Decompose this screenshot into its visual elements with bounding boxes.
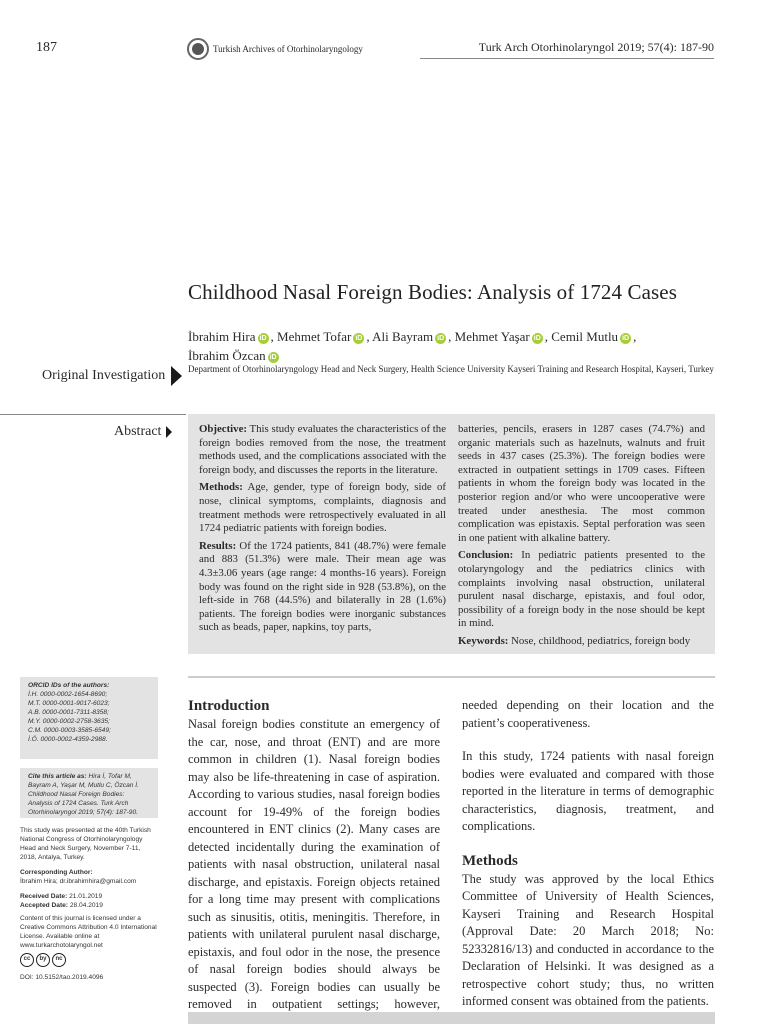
orcid-icon[interactable]: iD <box>269 353 277 361</box>
abstract-column-left <box>199 423 446 654</box>
header-rule <box>420 58 714 59</box>
orcid-id[interactable]: C.M. 0000-0003-3585-6549; <box>28 727 111 734</box>
journal-logo-icon <box>187 38 209 60</box>
abstract-box <box>188 414 715 654</box>
methods-heading: Methods <box>462 852 518 869</box>
triangle-arrow-icon <box>166 426 172 438</box>
article-notes <box>20 826 158 988</box>
table-header-bar <box>188 1012 715 1024</box>
orcid-id[interactable]: M.Y. 0000-0002-2758-3635; <box>28 718 110 725</box>
abstract-column-right <box>458 423 705 654</box>
orcid-title: ORCID IDs of the authors: <box>28 682 110 689</box>
abstract-methods: Methods: Age, gender, type of foreign body, side of nose, clinical symptoms, complaints, diagnosis and treatment methods were retrospectively evaluated in all 1724 pediatric patients with foreign bodies. <box>199 481 446 535</box>
triangle-arrow-icon <box>171 366 182 386</box>
abstract-results: Results: Of the 1724 patients, 841 (48.7%) were female and 883 (51.3%) were male. Their mean age was 4.3±3.06 years (age range: 4 months-16 years). Foreign body was found on the right side in 928 (53.8%), on the left-side in 768 (44.5%) and bilaterally in 28 (1.6%) patients. The foreign bodies were inorganic substances such as beads, paper, napkins, toy parts, <box>199 539 446 634</box>
author-name[interactable]: İbrahim Özcan <box>188 348 266 363</box>
orcid-icon[interactable]: iD <box>622 334 630 342</box>
orcid-icon[interactable]: iD <box>437 334 445 342</box>
abstract-keywords: Keywords: Nose, childhood, pediatrics, foreign body <box>458 634 691 647</box>
article-title: Childhood Nasal Foreign Bodies: Analysis of 1724 Cases <box>188 280 677 304</box>
abstract-rule <box>0 414 186 415</box>
orcid-id[interactable]: A.B. 0000-0001-7311-8358; <box>28 709 109 716</box>
journal-logo-text: Turkish Archives of Otorhinolaryngology <box>213 44 363 54</box>
orcid-box <box>20 677 158 759</box>
introduction-heading: Introduction <box>188 698 270 714</box>
orcid-icon[interactable]: iD <box>533 334 541 342</box>
corresponding-email[interactable]: İbrahim Hira; dr.ibrahimhira@gmail.com <box>20 878 137 885</box>
body-column-right <box>462 697 714 1024</box>
license-text: Content of this journal is licensed under a Creative Commons Attribution 4.0 International License. Available online at www.turkarchotolaryngol.net <box>20 915 157 949</box>
orcid-icon[interactable]: iD <box>355 334 363 342</box>
author-name[interactable]: Mehmet Tofar <box>277 329 352 344</box>
article-type <box>42 366 182 386</box>
dates: Received Date: 21.01.2019 Accepted Date: 28.04.2019 <box>20 893 103 909</box>
body-rule <box>188 676 715 678</box>
cc-nc-icon: nc <box>52 953 66 967</box>
author-affiliation: Department of Otorhinolaryngology Head and Neck Surgery, Health Science University Kayseri Training and Research Hospital, Kayseri, Turkey <box>188 364 714 374</box>
orcid-id[interactable]: İ.H. 0000-0002-1654-8690; <box>28 691 108 698</box>
orcid-id[interactable]: M.T. 0000-0001-9017-6023; <box>28 700 110 707</box>
orcid-icon[interactable]: iD <box>259 334 267 342</box>
presented-note: This study was presented at the 40th Turkish National Congress of Otorhinolaryngology Head and Neck Surgery, November 7-11, 2018, Antalya, Turkey. <box>20 827 151 861</box>
introduction-paragraph: Nasal foreign bodies constitute an emergency of the car, nose, and throat (ENT) and are more common in children (1). Nasal foreign bodies may also be life-threatening in case of aspiration. According to various studies, nasal foreign bodies account for 19-49% of the foreign bodies encountered in ENT clinics (2). Many cases are detected incidentally during the examination of patients with nasal obstruction, unilateral nasal discharge, and epistaxis. Foreign objects retained for a long time may present with complications such as sinusitis, otitis, meningitis. Therefore, in patients with unilateral purulent nasal discharge, epistaxis, and foul odor in the nose, the presence of nasal foreign bodies should always be suspected (3). Foreign bodies can usually be removed in outpatient settings; however, <box>188 717 440 1011</box>
introduction-paragraph: In this study, 1724 patients with nasal foreign bodies were evaluated and compared with those reported in the literature in terms of demographic characteristics, diagnosis, treatment, and complications. <box>462 749 714 833</box>
author-name[interactable]: Mehmet Yaşar <box>454 329 530 344</box>
cc-icon: cc <box>20 953 34 967</box>
cite-box <box>20 768 158 818</box>
abstract-label <box>114 424 172 440</box>
abstract-objective: Objective: This study evaluates the characteristics of the foreign bodies removed from the nose, the treatment methods used, and the complications associated with the foreign body, and discusses the reports in the literature. <box>199 423 446 476</box>
corresponding-author: Corresponding Author: İbrahim Hira; dr.ibrahimhira@gmail.com <box>20 869 137 885</box>
author-name[interactable]: Ali Bayram <box>372 329 434 344</box>
journal-logo <box>187 38 363 60</box>
abstract-label-text: Abstract <box>114 424 162 439</box>
body-column-left <box>188 697 440 1024</box>
orcid-id[interactable]: İ.Ö. 0000-0002-4359-2988. <box>28 736 108 743</box>
doi[interactable]: DOI: 10.5152/tao.2019.4096 <box>20 974 104 981</box>
page-number: 187 <box>36 40 57 55</box>
methods-paragraph: The study was approved by the local Ethics Committee of University of Health Sciences, Kayseri Training and Research Hospital (Approval Date: 20 March 2018; No: 52332816/13) and conducted in accordance to the Declaration of Helsinki. It was designed as a retrospective cohort study; thus, no written informed consent was obtained from the patients. <box>462 871 714 1008</box>
cite-label: Cite this article as: <box>28 773 87 780</box>
abstract-conclusion: Conclusion: In pediatric patients presented to the otolaryngology and the pediatrics clinics with complaints involving nasal obstruction, unilateral purulent nasal discharge, epistaxis, and foul odor, possibility of a foreign body in the nose should be kept in mind. <box>458 549 705 630</box>
article-type-label: Original Investigation <box>42 368 166 383</box>
author-list: İbrahim Hira iD , Mehmet Tofar iD , Ali Bayram iD , Mehmet Yaşar iD , Cemil Mutlu iD , İbrahim Özcan iD <box>188 329 637 363</box>
header-citation: Turk Arch Otorhinolaryngol 2019; 57(4): 187-90 <box>478 40 714 54</box>
cc-by-icon: by <box>36 953 50 967</box>
abstract-results-continued: batteries, pencils, erasers in 1287 cases (74.7%) and organic materials such as hazelnuts, walnuts and fruit seeds in 437 cases (25.3%). The foreign bodies were extracted in outpatient settings in 1709 cases. Fifteen patients in whom the foreign body was located in the posterior region and/or who were uncooperative were treated under anesthesia. The most common complication was epistaxis. Septal perforation was seen in one patient with alkaline battery. <box>458 423 705 544</box>
author-name[interactable]: İbrahim Hira <box>188 329 256 344</box>
cite-text: Hira İ, Tofar M, Bayram A, Yaşar M, Mutlu C, Özcan İ. Childhood Nasal Foreign Bodies: Analysis of 1724 Cases. Turk Arch Otorhinolaryngol 2019; 57(4): 187-90. <box>28 773 139 816</box>
introduction-paragraph-continued: needed depending on their location and the patient’s cooperativeness. <box>462 698 714 730</box>
cc-license-badge[interactable] <box>20 953 158 967</box>
author-name[interactable]: Cemil Mutlu <box>551 329 619 344</box>
